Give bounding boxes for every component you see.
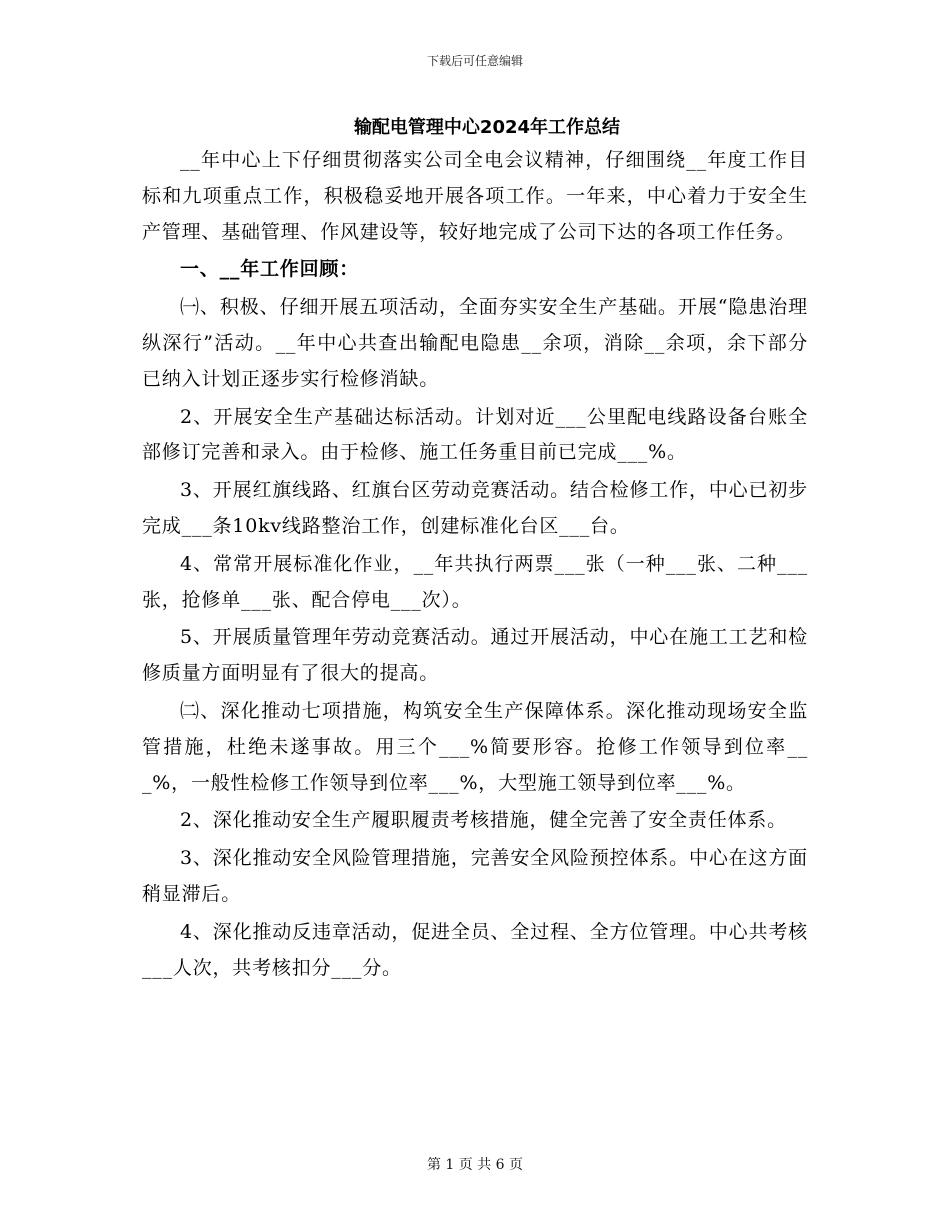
intro-paragraph: __年中心上下仔细贯彻落实公司全电会议精神，仔细围绕__年度工作目标和九项重点工作，积极稳妥地开展各项工作。一年来，中心着力于安全生产管理、基础管理、作风建设等，较好地完成了公司下达的各项工作任务。: [142, 149, 808, 243]
section-heading-review: 一、__年工作回顾：: [180, 258, 360, 281]
paragraph-section-2-item-2: 2、深化推动安全生产履职履责考核措施，健全完善了安全责任体系。: [180, 809, 787, 832]
paragraph-section-2-item-3: 3、深化推动安全风险管理措施，完善安全风险预控体系。中心在这方面稍显滞后。: [142, 847, 808, 905]
paragraph-item-4: 4、常常开展标准化作业，__年共执行两票___张（一种___张、二种___张，抢修单___张、配合停电___次）。: [142, 552, 808, 611]
paragraph-item-1: ㈠、积极、仔细开展五项活动，全面夯实安全生产基础。开展“隐患治理纵深行”活动。__年中心共查出输配电隐患__余项，消除__余项，余下部分已纳入计划正逐步实行检修消缺。: [142, 296, 808, 390]
page-header-note: 下载后可任意编辑: [426, 54, 523, 68]
paragraph-item-3: 3、开展红旗线路、红旗台区劳动竞赛活动。结合检修工作，中心已初步完成___条10kv线路整治工作，创建标准化台区___台。: [142, 479, 808, 537]
page-footer-indicator: 第 1 页 共 6 页: [426, 1157, 524, 1173]
paragraph-section-2: ㈡、深化推动七项措施，构筑安全生产保障体系。深化推动现场安全监管措施，杜绝未遂事故。用三个___%简要形容。抢修工作领导到位率___%，一般性检修工作领导到位率___%，大型施工领导到位率___%。: [142, 699, 808, 794]
paragraph-item-2: 2、开展安全生产基础达标活动。计划对近___公里配电线路设备台账全部修订完善和录入。由于检修、施工任务重目前已完成___%。: [142, 405, 808, 464]
paragraph-item-5: 5、开展质量管理年劳动竞赛活动。通过开展活动，中心在施工工艺和检修质量方面明显有了很大的提高。: [142, 626, 808, 685]
paragraph-section-2-item-4: 4、深化推动反违章活动，促进全员、全过程、全方位管理。中心共考核___人次，共考核扣分___分。: [142, 920, 808, 979]
document-title: 输配电管理中心2024年工作总结: [353, 117, 621, 138]
document-body: [142, 113, 808, 986]
